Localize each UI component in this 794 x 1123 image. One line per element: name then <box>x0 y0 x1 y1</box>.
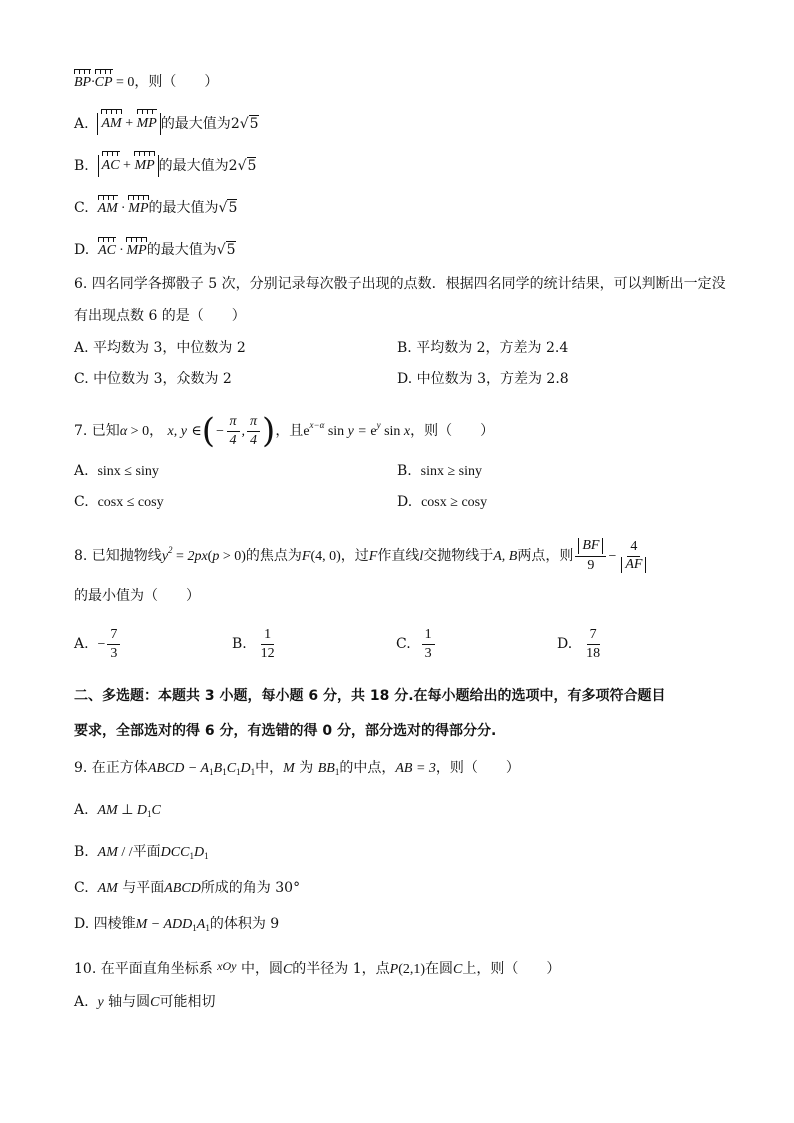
q6-option-c: C. 中位数为 3，众数为 2 <box>74 371 232 387</box>
q8-option-b: B. $\frac{1}{12}$ <box>232 626 275 661</box>
q9-option-c: C. AM 与平面ABCD所成的角为 30° <box>74 880 301 896</box>
q5-option-c: C. AM · MP的最大值为√5 <box>74 198 237 219</box>
q7-option-c: C. cosx ≤ cosy <box>74 494 164 510</box>
q8-option-a: A. − $\frac{7}{3}$ <box>74 622 122 667</box>
q5-option-a: A. AM + MP 的最大值为2√5 <box>74 113 259 135</box>
q5-stem: BP·CP = 0，则（ ） <box>74 72 218 93</box>
q9-stem: 9. 在正方体ABCD − $A_1B_1C_1D_1$中，M 为 $BB_1$的中点，AB = 3，则（ ） <box>74 760 520 777</box>
q10-option-a: A. y 轴与圆C可能相切 <box>74 994 216 1010</box>
q8-stem-line2: 的最小值为（ ） <box>74 588 200 604</box>
q6-option-a: A. 平均数为 3，中位数为 2 <box>74 340 246 356</box>
q7-option-a: A. sinx ≤ siny <box>74 463 159 479</box>
q5-option-d: D. AC · MP的最大值为√5 <box>74 240 236 261</box>
q6-stem-line2: 有出现点数 6 的是（ ） <box>74 308 246 324</box>
q8-option-d: D. $\frac{7}{18}$ <box>557 626 601 661</box>
q9-option-b: B. AM / /平面$DCC_1D_1$ <box>74 844 209 861</box>
q5-option-b: B. AC + MP 的最大值为2√5 <box>74 155 256 177</box>
q10-stem: 10. 在平面直角坐标系 xOy 中，圆C的半径为 1，点P(2,1)在圆C上，则（ ） <box>74 959 561 977</box>
q7-option-b: B. sinx ≥ siny <box>397 463 483 479</box>
q6-option-d: D. 中位数为 3，方差为 2.8 <box>397 371 569 387</box>
section2-heading-line2: 要求，全部选对的得 6 分，有选错的得 0 分，部分选对的得部分分. <box>74 723 497 739</box>
q8-option-c: C. $\frac{1}{3}$ <box>396 622 437 666</box>
q7-stem: 7. 已知α > 0， x, y ∈(− $\frac{\pi}{4}$ , $\frac{\pi}{4}$ )，且$e^{x-\alpha}$ $\sin y = e^y$ sin x，则（ ） <box>74 411 495 451</box>
q6-stem-line1: 6. 四名同学各掷骰子 5 次，分别记录每次骰子出现的点数．根据四名同学的统计结果，可以判断出一定没 <box>74 276 726 292</box>
q9-option-a: A. AM ⊥ $D_1C$ <box>74 802 161 819</box>
q7-option-d: D. cosx ≥ cosy <box>397 494 488 510</box>
q8-stem: 8. 已知抛物线$y^2 = 2px(p > 0)$的焦点为F(4, 0)，过F作直线l交抛物线于A, B两点，则 $\frac{BF}{9}$ − $\frac{4}{AF}$ <box>74 530 651 577</box>
q9-option-d: D. 四棱锥$M - ADD_1A_1$的体积为 9 <box>74 916 280 933</box>
q6-option-b: B. 平均数为 2，方差为 2.4 <box>397 340 569 356</box>
section2-heading-line1: 二、多选题：本题共 3 小题，每小题 6 分，共 18 分.在每小题给出的选项中，有多项符合题目 <box>74 688 666 704</box>
